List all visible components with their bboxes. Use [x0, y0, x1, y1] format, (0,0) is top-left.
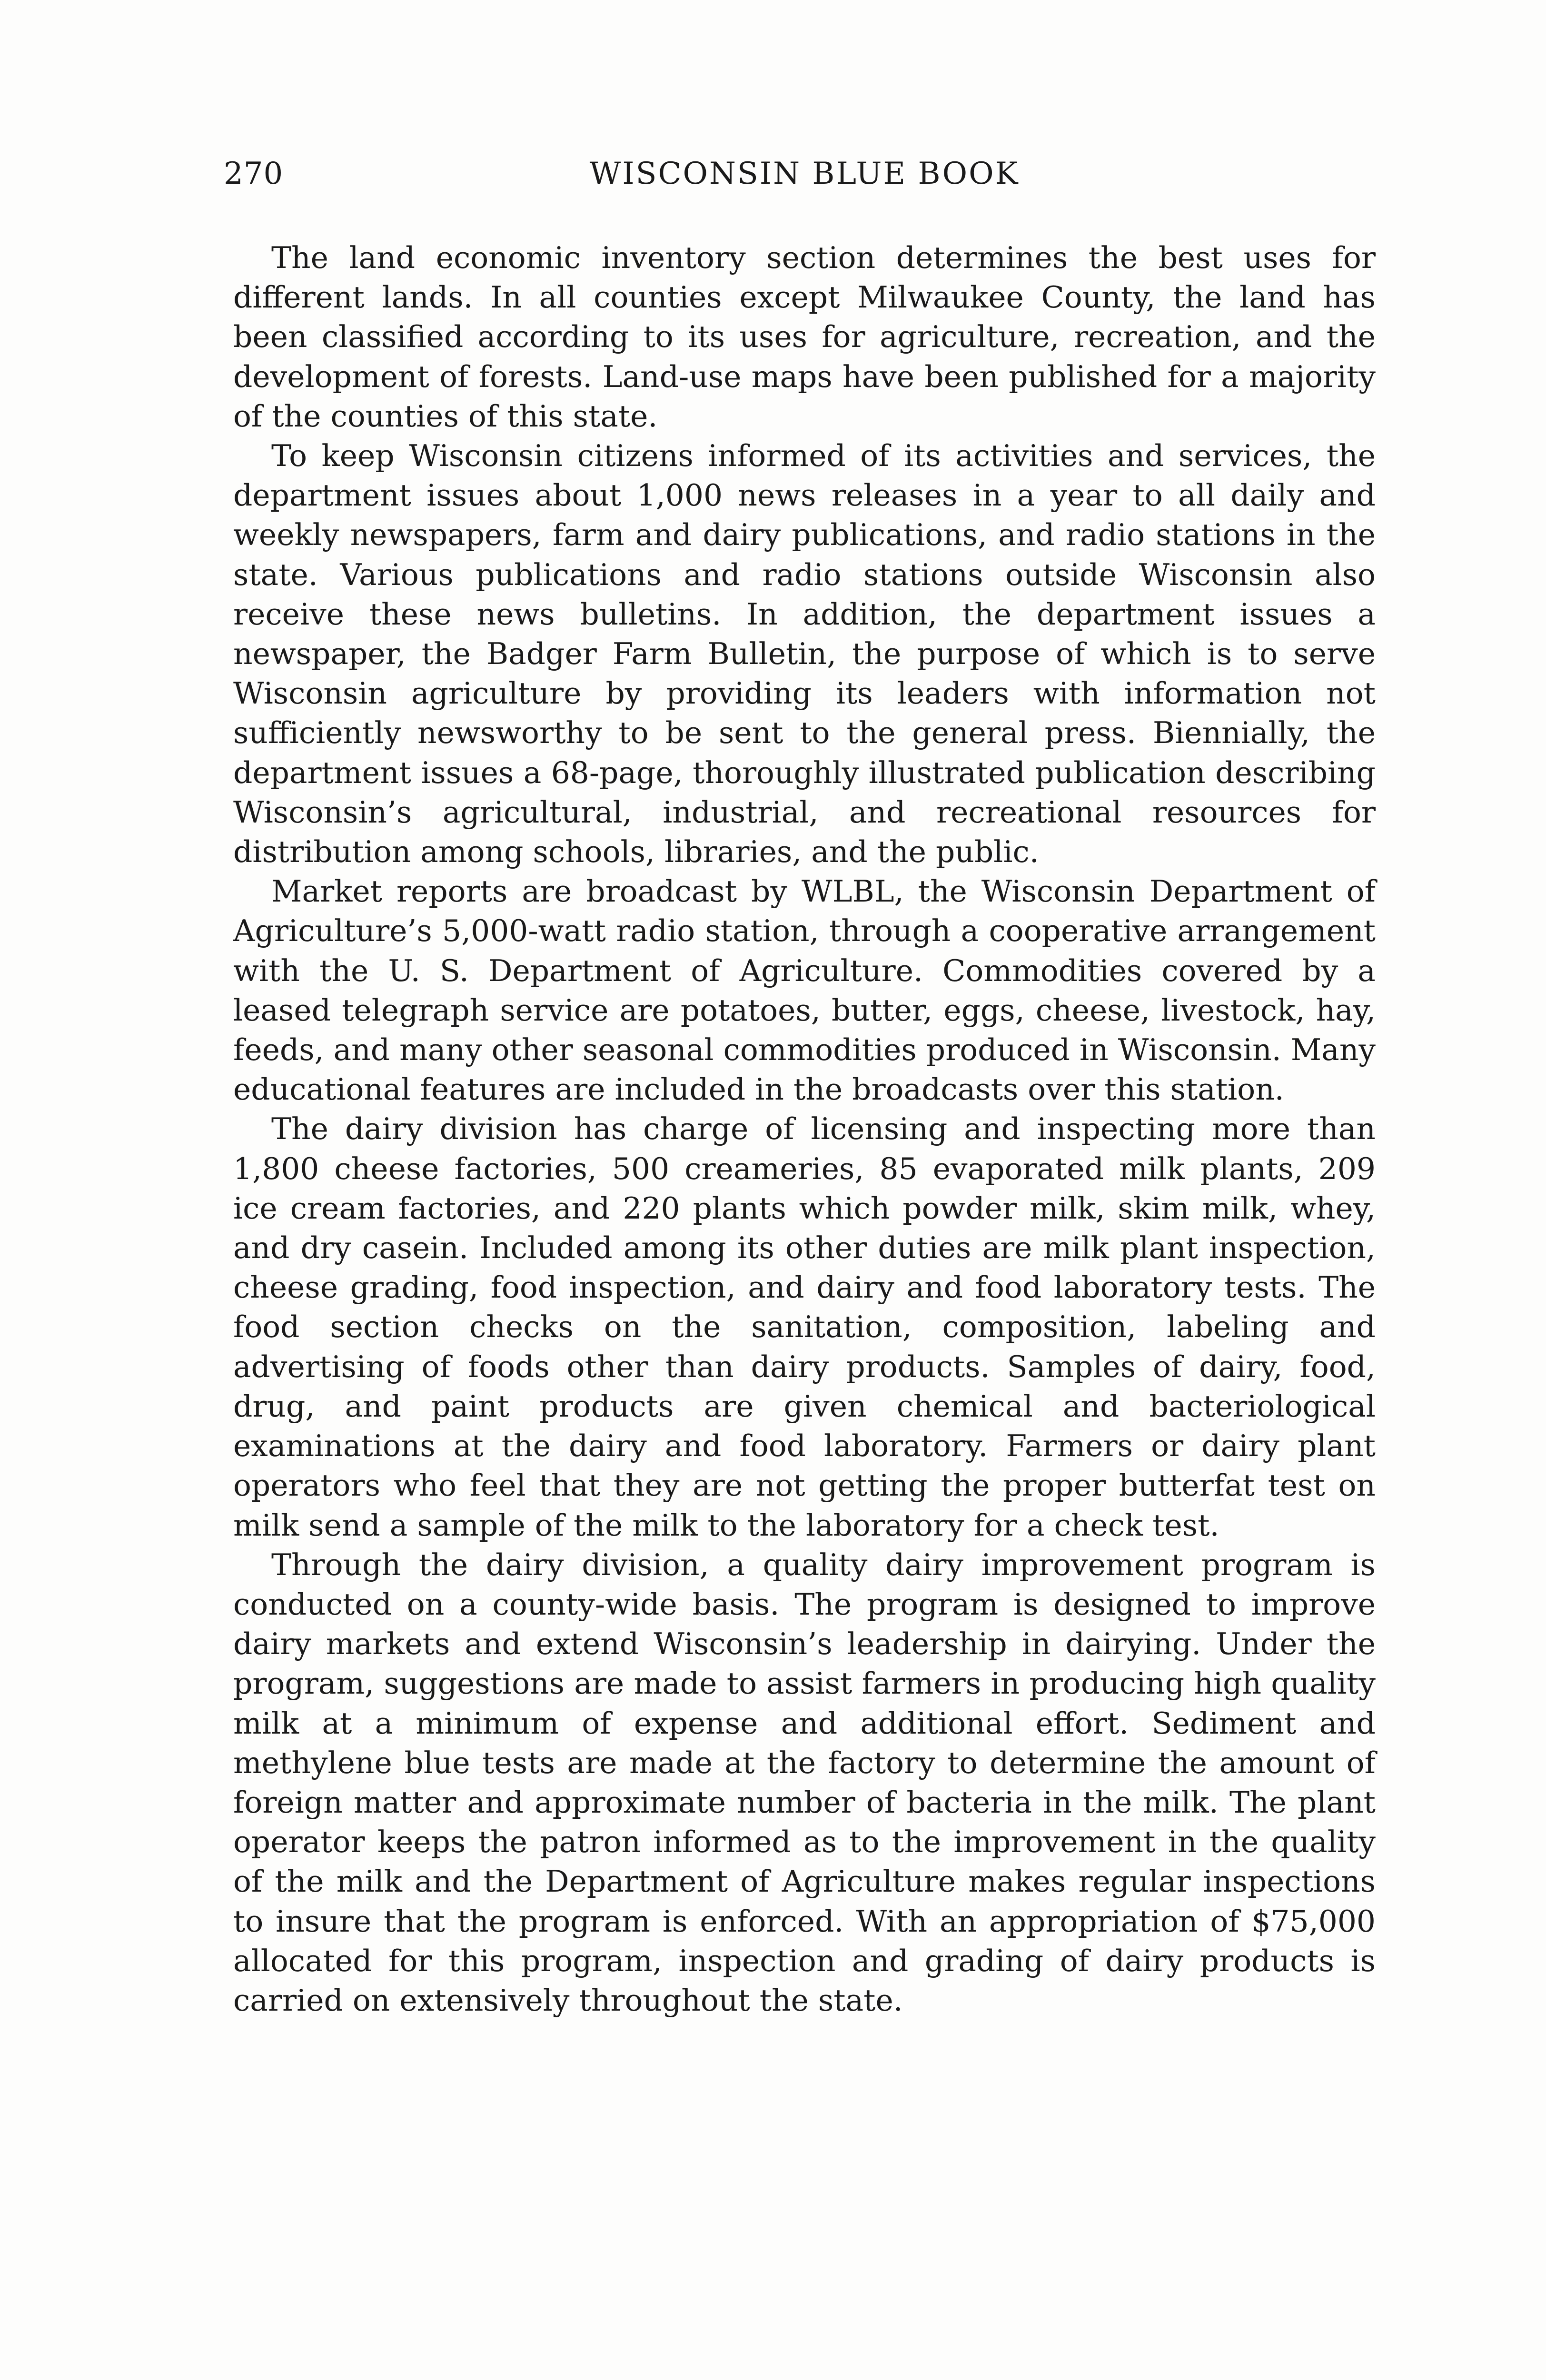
- paragraph-market-reports: Market reports are broadcast by WLBL, the Wisconsin Department of Agriculture’s 5,000-watt radio station, through a cooperative arrangement with the U. S. Department of Agriculture. Commodities covered by a leased telegraph service are potatoes, butter, eggs, cheese, livestock, hay, feeds, and many other seasonal commodities produced in Wisconsin. Many educational features are included in the broadcasts over this station.: [233, 874, 1376, 1107]
- paragraph-dairy-division: The dairy division has charge of licensing and inspecting more than 1,800 cheese factories, 500 creameries, 85 evaporated milk plants, 209 ice cream factories, and 220 plants which powder milk, skim milk, whey, and dry casein. Included among its other duties are milk plant inspection, cheese grading, food inspection, and dairy and food laboratory tests. The food section checks on the sanitation, composition, labeling and advertising of foods other than dairy products. Samples of dairy, food, drug, and paint products are given chemical and bacteriological examinations at the dairy and food laboratory. Farmers or dairy plant operators who feel that they are not getting the proper butterfat test on milk send a sample of the milk to the laboratory for a check test.: [233, 1111, 1376, 1543]
- running-head: [224, 148, 1385, 200]
- paragraph-news-releases: To keep Wisconsin citizens informed of its activities and services, the department issues about 1,000 news releases in a year to all daily and weekly newspapers, farm and dairy publications, and radio stations in the state. Various publications and radio stations outside Wisconsin also receive these news bulletins. In addition, the department issues a newspaper, the Badger Farm Bulletin, the purpose of which is to serve Wisconsin agriculture by providing its leaders with information not sufficiently newsworthy to be sent to the general press. Biennially, the department issues a 68-page, thoroughly illustrated publication describing Wisconsin’s agricultural, industrial, and recreational resources for distribution among schools, libraries, and the public.: [233, 438, 1376, 870]
- page-number: 270: [224, 156, 284, 191]
- book-title: WISCONSIN BLUE BOOK: [589, 156, 1020, 191]
- body-text: [233, 238, 1376, 2020]
- paragraph-quality-program: Through the dairy division, a quality dairy improvement program is conducted on a county-wide basis. The program is designed to improve dairy markets and extend Wisconsin’s leadership in dairying. Under the program, suggestions are made to assist farmers in producing high quality milk at a minimum of expense and additional effort. Sediment and methylene blue tests are made at the factory to determine the amount of foreign matter and approximate number of bacteria in the milk. The plant operator keeps the patron informed as to the improvement in the quality of the milk and the Department of Agriculture makes regular inspections to insure that the program is enforced. With an appropriation of $75,000 allocated for this program, inspection and grading of dairy products is carried on extensively throughout the state.: [233, 1547, 1376, 2018]
- paragraph-land-inventory: The land economic inventory section determines the best uses for different lands. In all counties except Milwaukee County, the land has been classified according to its uses for agriculture, recreation, and the development of forests. Land-use maps have been published for a majority of the counties of this state.: [233, 240, 1376, 434]
